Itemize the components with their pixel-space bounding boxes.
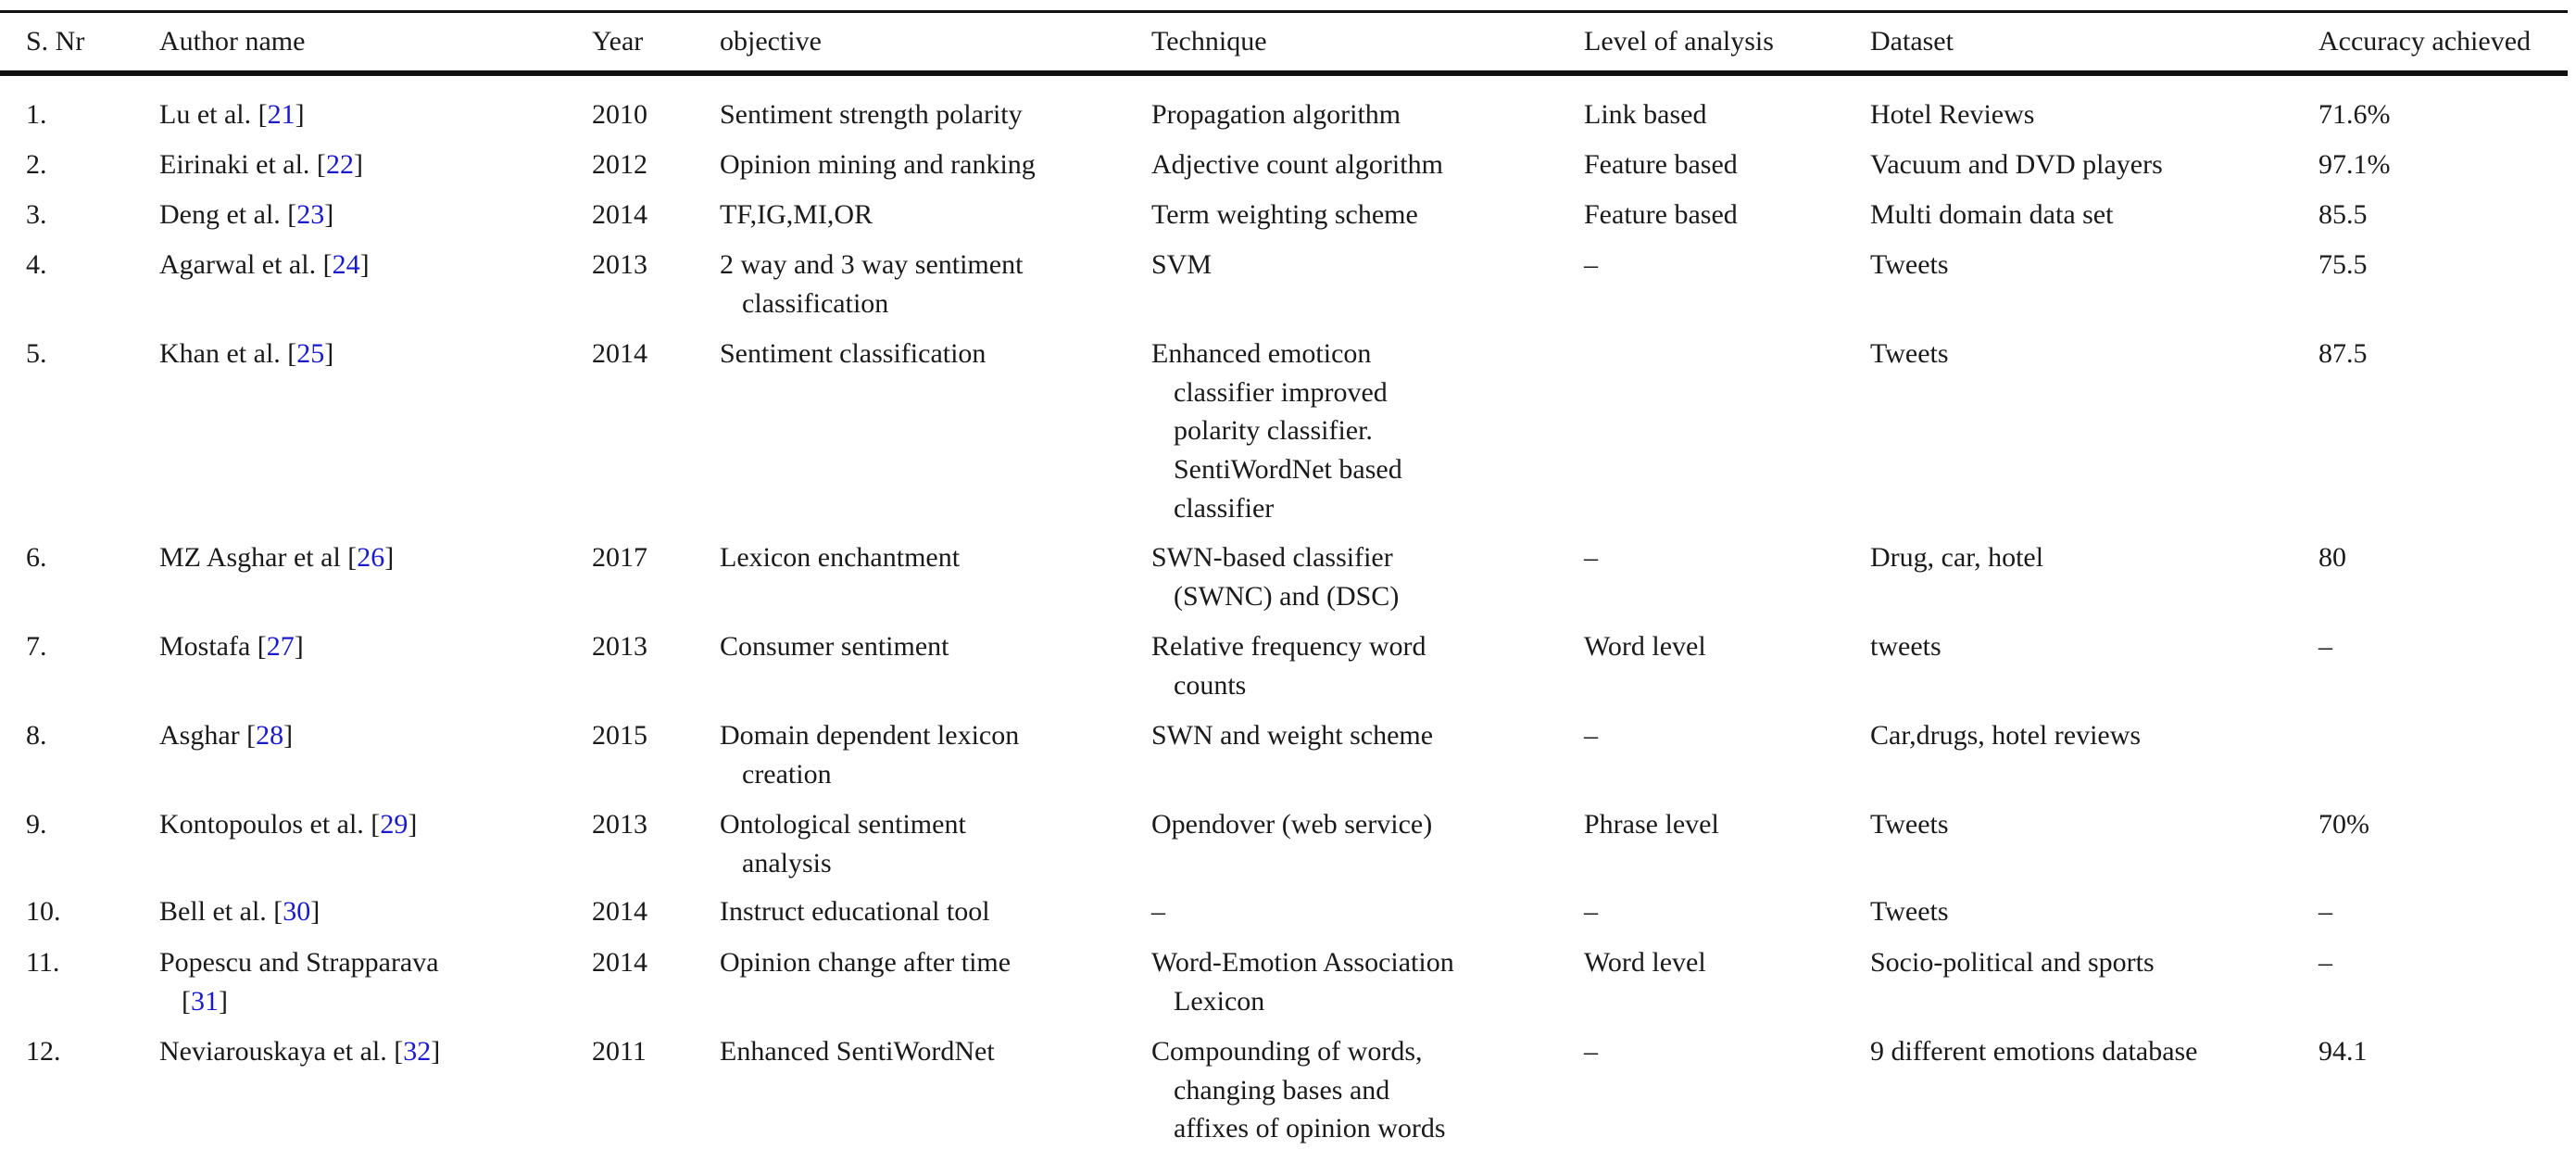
accuracy-cell: 70% xyxy=(2318,809,2369,840)
column-header-technique: Technique xyxy=(1151,26,1267,57)
accuracy-cell: – xyxy=(2318,896,2332,927)
accuracy-cell: – xyxy=(2318,947,2332,978)
author-cell xyxy=(159,805,417,844)
author-cell xyxy=(159,196,333,234)
serial-number-cell: 2. xyxy=(26,149,47,180)
ref-close-bracket: ] xyxy=(283,720,294,751)
technique-cell xyxy=(1151,95,1401,134)
author-cell xyxy=(159,246,370,284)
level-cell: – xyxy=(1584,1036,1598,1067)
technique-cell xyxy=(1151,892,1165,931)
citation-link[interactable]: 23 xyxy=(296,199,325,230)
column-header-year: Year xyxy=(592,26,644,57)
technique-cell xyxy=(1151,196,1418,234)
serial-number-cell: 11. xyxy=(26,947,60,978)
serial-number-cell: 3. xyxy=(26,199,47,230)
year-cell: 2014 xyxy=(592,947,647,978)
ref-close-bracket: ] xyxy=(384,542,395,573)
objective-cell-line: analysis xyxy=(742,847,832,878)
objective-cell-line: Sentiment strength polarity xyxy=(720,99,1023,130)
accuracy-cell: 85.5 xyxy=(2318,199,2368,230)
technique-cell xyxy=(1151,145,1443,184)
technique-cell-line: SWN and weight scheme xyxy=(1151,720,1434,751)
technique-cell-line: Word-Emotion Association xyxy=(1151,947,1454,978)
column-header-dataset: Dataset xyxy=(1870,26,1954,57)
ref-close-bracket: ] xyxy=(219,985,228,1017)
technique-cell-line: Term weighting scheme xyxy=(1151,199,1418,230)
technique-cell-line: SWN-based classifier xyxy=(1151,542,1393,573)
author-name: Deng et al. [ xyxy=(159,199,297,230)
objective-cell xyxy=(720,1032,995,1071)
technique-cell-line: Enhanced emoticon xyxy=(1151,338,1372,369)
author-cell xyxy=(159,335,333,373)
citation-link[interactable]: 25 xyxy=(296,338,325,369)
accuracy-cell: 97.1% xyxy=(2318,149,2391,180)
objective-cell-line: Lexicon enchantment xyxy=(720,542,961,573)
objective-cell-line: classification xyxy=(742,287,889,319)
year-cell: 2015 xyxy=(592,720,647,751)
year-cell: 2013 xyxy=(592,249,647,280)
level-cell: Link based xyxy=(1584,99,1707,130)
dataset-cell: Tweets xyxy=(1870,249,1949,280)
serial-number-cell: 1. xyxy=(26,99,47,130)
serial-number-cell: 5. xyxy=(26,338,47,369)
objective-cell-line: Opinion change after time xyxy=(720,947,1012,978)
dataset-cell: Tweets xyxy=(1870,809,1949,840)
dataset-cell: Vacuum and DVD players xyxy=(1870,149,2163,180)
objective-cell xyxy=(720,95,1023,134)
dataset-cell: Multi domain data set xyxy=(1870,199,2114,230)
citation-link[interactable]: 26 xyxy=(357,542,385,573)
objective-cell-line: Sentiment classification xyxy=(720,338,986,369)
ref-close-bracket: ] xyxy=(431,1036,441,1067)
serial-number-cell: 7. xyxy=(26,631,47,662)
technique-cell xyxy=(1151,246,1212,284)
level-cell: – xyxy=(1584,542,1598,573)
accuracy-cell: 87.5 xyxy=(2318,338,2368,369)
year-cell: 2014 xyxy=(592,199,647,230)
level-cell: – xyxy=(1584,896,1598,927)
accuracy-cell: 75.5 xyxy=(2318,249,2368,280)
citation-link[interactable]: 21 xyxy=(267,99,295,130)
citation-link[interactable]: 24 xyxy=(332,249,360,280)
serial-number-cell: 4. xyxy=(26,249,47,280)
dataset-cell: tweets xyxy=(1870,631,1941,662)
technique-cell-line: changing bases and xyxy=(1174,1074,1390,1106)
accuracy-cell: 94.1 xyxy=(2318,1036,2368,1067)
author-cell xyxy=(159,95,305,134)
author-cell xyxy=(159,943,439,1020)
author-name: Popescu and Strapparava xyxy=(159,947,439,978)
author-name: Lu et al. [ xyxy=(159,99,268,130)
ref-close-bracket: ] xyxy=(324,199,334,230)
technique-cell xyxy=(1151,1032,1446,1148)
objective-cell xyxy=(720,716,1019,793)
citation-link[interactable]: 32 xyxy=(403,1036,432,1067)
objective-cell-line: creation xyxy=(742,758,832,790)
technique-cell-line: classifier improved xyxy=(1174,376,1388,408)
year-cell: 2013 xyxy=(592,631,647,662)
year-cell: 2014 xyxy=(592,896,647,927)
ref-close-bracket: ] xyxy=(324,338,334,369)
serial-number-cell: 6. xyxy=(26,542,47,573)
objective-cell-line: Consumer sentiment xyxy=(720,631,949,662)
author-name: Eirinaki et al. [ xyxy=(159,149,326,180)
column-header-level: Level of analysis xyxy=(1584,26,1774,57)
citation-link[interactable]: 22 xyxy=(325,149,354,180)
ref-open-bracket: [ xyxy=(182,985,191,1017)
technique-cell-line: Compounding of words, xyxy=(1151,1036,1423,1067)
author-cell xyxy=(159,145,363,184)
ref-close-bracket: ] xyxy=(294,631,304,662)
objective-cell-line: Enhanced SentiWordNet xyxy=(720,1036,995,1067)
technique-cell-line: Relative frequency word xyxy=(1151,631,1426,662)
technique-cell-line: (SWNC) and (DSC) xyxy=(1174,580,1400,612)
author-name: Asghar [ xyxy=(159,720,257,751)
technique-cell-line: Adjective count algorithm xyxy=(1151,149,1443,180)
author-cell xyxy=(159,1032,440,1071)
level-cell: Word level xyxy=(1584,947,1706,978)
objective-cell xyxy=(720,943,1011,982)
ref-close-bracket: ] xyxy=(295,99,305,130)
dataset-cell: Socio-political and sports xyxy=(1870,947,2155,978)
citation-link[interactable]: 27 xyxy=(266,631,295,662)
author-cell xyxy=(159,627,304,666)
technique-cell-line: affixes of opinion words xyxy=(1174,1113,1446,1144)
ref-close-bracket: ] xyxy=(310,896,320,927)
technique-cell-line: classifier xyxy=(1174,492,1275,524)
objective-cell-line: Opinion mining and ranking xyxy=(720,149,1036,180)
citation-link[interactable]: 30 xyxy=(283,896,311,927)
technique-cell xyxy=(1151,335,1402,528)
author-name: Agarwal et al. [ xyxy=(159,249,333,280)
year-cell: 2014 xyxy=(592,338,647,369)
author-cell xyxy=(159,716,293,755)
table-header-rule xyxy=(0,70,2568,76)
objective-cell-line: 2 way and 3 way sentiment xyxy=(720,249,1024,280)
level-cell: – xyxy=(1584,249,1598,280)
objective-cell-line: Instruct educational tool xyxy=(720,896,990,927)
objective-cell-line: TF,IG,MI,OR xyxy=(720,199,873,230)
technique-cell xyxy=(1151,627,1426,704)
serial-number-cell: 9. xyxy=(26,809,47,840)
dataset-cell: Car,drugs, hotel reviews xyxy=(1870,720,2142,751)
dataset-cell: Tweets xyxy=(1870,338,1949,369)
author-name: MZ Asghar et al [ xyxy=(159,542,358,573)
accuracy-cell: 80 xyxy=(2318,542,2346,573)
column-header-accuracy: Accuracy achieved xyxy=(2318,26,2532,57)
column-header-sn: S. Nr xyxy=(26,26,85,57)
citation-link[interactable]: 29 xyxy=(380,809,408,840)
technique-cell-line: Opendover (web service) xyxy=(1151,809,1433,840)
objective-cell xyxy=(720,246,1023,322)
objective-cell xyxy=(720,538,960,577)
technique-cell-line: – xyxy=(1151,896,1165,927)
dataset-cell: Tweets xyxy=(1870,896,1949,927)
level-cell: Word level xyxy=(1584,631,1706,662)
serial-number-cell: 10. xyxy=(26,896,61,927)
year-cell: 2013 xyxy=(592,809,647,840)
citation-link[interactable]: 28 xyxy=(256,720,284,751)
technique-cell xyxy=(1151,716,1433,755)
dataset-cell: Drug, car, hotel xyxy=(1870,542,2044,573)
objective-cell xyxy=(720,145,1036,184)
ref-close-bracket: ] xyxy=(359,249,370,280)
technique-cell xyxy=(1151,943,1454,1020)
year-cell: 2012 xyxy=(592,149,647,180)
technique-cell-line: Propagation algorithm xyxy=(1151,99,1401,130)
objective-cell xyxy=(720,627,949,666)
objective-cell xyxy=(720,196,873,234)
technique-cell-line: SVM xyxy=(1151,249,1213,280)
objective-cell xyxy=(720,892,990,931)
technique-cell-line: counts xyxy=(1174,669,1247,701)
objective-cell xyxy=(720,335,986,373)
objective-cell xyxy=(720,805,966,882)
objective-cell-line: Ontological sentiment xyxy=(720,809,966,840)
year-cell: 2017 xyxy=(592,542,647,573)
accuracy-cell: – xyxy=(2318,631,2332,662)
objective-cell-line: Domain dependent lexicon xyxy=(720,720,1020,751)
level-cell: Feature based xyxy=(1584,199,1738,230)
level-cell: Feature based xyxy=(1584,149,1738,180)
serial-number-cell: 12. xyxy=(26,1036,61,1067)
accuracy-cell: 71.6% xyxy=(2318,99,2391,130)
technique-cell-line: SentiWordNet based xyxy=(1174,454,1402,486)
ref-close-bracket: ] xyxy=(353,149,363,180)
column-header-author: Author name xyxy=(159,26,306,57)
level-cell: Phrase level xyxy=(1584,809,1719,840)
technique-cell xyxy=(1151,805,1432,844)
level-cell: – xyxy=(1584,720,1598,751)
serial-number-cell: 8. xyxy=(26,720,47,751)
ref-close-bracket: ] xyxy=(408,809,418,840)
technique-cell-line: Lexicon xyxy=(1174,985,1265,1017)
technique-cell xyxy=(1151,538,1399,615)
author-name: Bell et al. [ xyxy=(159,896,283,927)
author-cell xyxy=(159,892,320,931)
author-name: Khan et al. [ xyxy=(159,338,297,369)
author-cell xyxy=(159,538,394,577)
year-cell: 2011 xyxy=(592,1036,647,1067)
dataset-cell: Hotel Reviews xyxy=(1870,99,2035,130)
year-cell: 2010 xyxy=(592,99,647,130)
dataset-cell: 9 different emotions database xyxy=(1870,1036,2198,1067)
technique-cell-line: polarity classifier. xyxy=(1174,415,1373,447)
column-header-objective: objective xyxy=(720,26,822,57)
author-name: Kontopoulos et al. [ xyxy=(159,809,381,840)
citation-link[interactable]: 31 xyxy=(191,985,219,1017)
table-top-rule xyxy=(0,10,2568,13)
author-name: Mostafa [ xyxy=(159,631,267,662)
author-continuation xyxy=(159,982,439,1021)
author-name: Neviarouskaya et al. [ xyxy=(159,1036,404,1067)
